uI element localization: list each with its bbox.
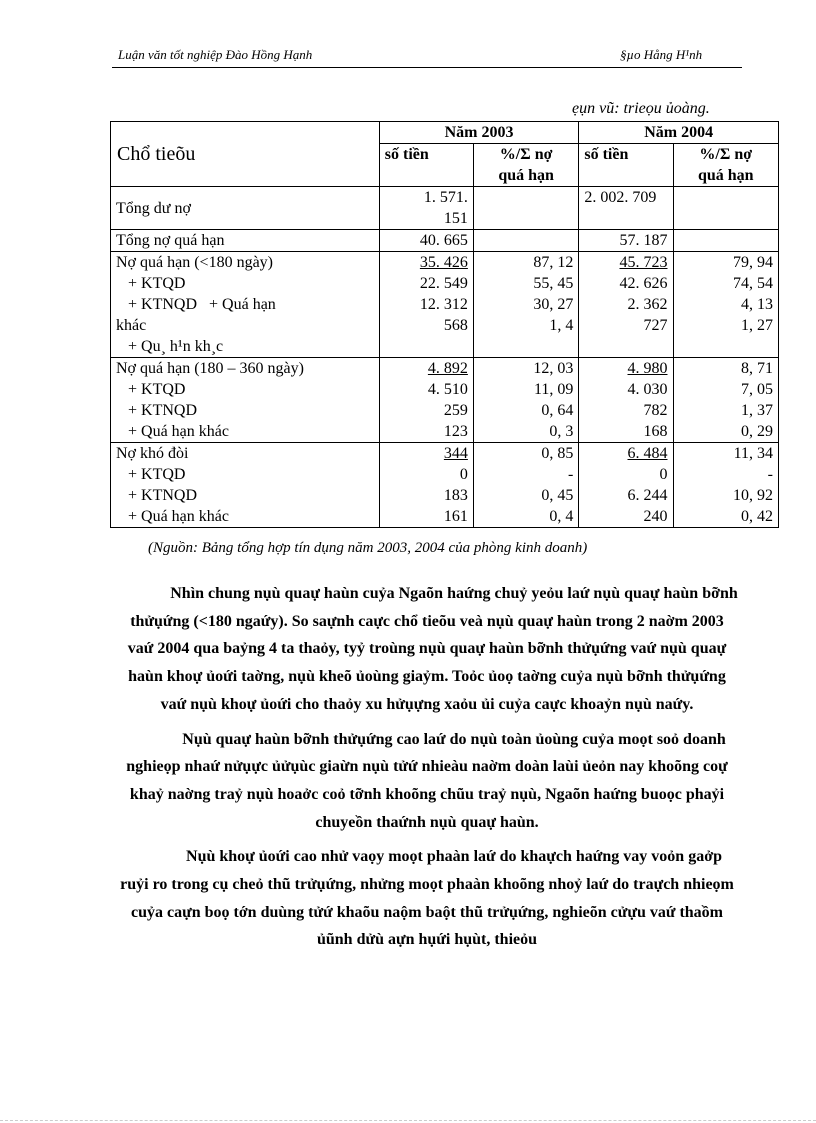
row-labels: Nợ quá hạn (180 – 360 ngày) + KTQD + KTNQD + Quá hạn khác (111, 358, 380, 443)
cell-ratios-2004: 11, 34 - 10, 92 0, 42 (673, 443, 779, 528)
cell-amount-2003: 40. 665 (379, 230, 473, 252)
table-header-row-years (111, 122, 779, 144)
header-year-2003: Năm 2003 (379, 122, 579, 144)
cell-amount-2003: 1. 571. 151 (379, 187, 473, 230)
cell-ratios-2004: 8, 71 7, 05 1, 37 0, 29 (673, 358, 779, 443)
header-ratio-2004: %/Σ nợ quá hạn (673, 144, 779, 187)
header-rule (112, 67, 742, 68)
header-ratio-2003: %/Σ nợ quá hạn (473, 144, 578, 187)
cell-ratios-2003: 12, 03 11, 09 0, 64 0, 3 (473, 358, 578, 443)
cell-amounts-2004: 45. 723 42. 626 2. 362 727 (579, 252, 673, 358)
cell-empty (673, 187, 779, 230)
cell-empty (673, 230, 779, 252)
paragraph-2: Nụù quaự haùn bỡnh thửụứng cao laứ do nụù toàn ủoùng cuỷa moọt soỏ doanh nghieọp nhaứ nửụực ủửụùc giaừn nụù tửứ nhieàu naờm doàn laùi ủeỏn nay khoõng coự khaỷ naờng traỷ nụù hoaởc coỏ tỡnh khoõng chũu traỷ nụù, Ngaõn haứng buoọc phaỷi chuyeồn thaứnh nụù quaự haùn. (126, 730, 728, 831)
paragraph-1: Nhìn chung nụù quaự haùn cuỷa Ngaõn haứng chuỷ yeỏu laứ nụù quaự haùn bỡnh thửụứng (<180 ngaứy). So saựnh caực chổ tieõu veà nụù quaự haùn trong 2 naờm 2003 vaứ 2004 qua baỷng 4 ta thaỏy, tyỷ troùng nụù quaự haùn bỡnh thửụứng vaứ nụù quaự haùn khoự ủoứi taờng, nụù kheõ ủoùng giaỷm. Toỏc ủoọ taờng cuỷa nụù bỡnh thửụứng vaứ nụù khoự ủoứi cho thaỏy xu hửụựng xaỏu ủi cuỷa caực khoaỷn nụù naứy. (127, 585, 738, 713)
table-row-group-bad-debt (111, 443, 779, 528)
cell-amounts-2003: 344 0 183 161 (379, 443, 473, 528)
page-bottom-rule (0, 1120, 816, 1121)
cell-amounts-2003: 4. 892 4. 510 259 123 (379, 358, 473, 443)
cell-amount-2004: 57. 187 (579, 230, 673, 252)
row-label: Tổng dư nợ (111, 187, 380, 230)
header-name-garbled: §µo Hång H¹nh (620, 47, 703, 62)
table-row-group-under-180 (111, 252, 779, 358)
row-labels: Nợ quá hạn (<180 ngày) + KTQD + KTNQD + Quá hạn khác + Qu¸ h¹n kh¸c (111, 252, 380, 358)
cell-ratios-2003: 0, 85 - 0, 45 0, 4 (473, 443, 578, 528)
row-label: Tổng nợ quá hạn (111, 230, 380, 252)
header-amount-2004: số tiền (579, 144, 673, 187)
header-amount-2003: số tiền (379, 144, 473, 187)
cell-ratios-2004: 79, 94 74, 54 4, 13 1, 27 (673, 252, 779, 358)
row-labels: Nợ khó đòi + KTQD + KTNQD + Quá hạn khác (111, 443, 380, 528)
header-year-2004: Năm 2004 (579, 122, 779, 144)
header-criteria: Chổ tieõu (111, 122, 380, 187)
table-unit-note: ẹụn vũ: trieọu ủoàng. (572, 100, 710, 117)
cell-amounts-2004: 4. 980 4. 030 782 168 (579, 358, 673, 443)
paragraph-3: Nụù khoự ủoứi cao nhử vaọy moọt phaàn laứ do khaựch haứng vay voỏn gaởp ruỷi ro trong cụ cheỏ thũ trửụứng, nhửng moọt phaàn khoõng nhoỷ laứ do traựch nhieọm cuỷa caựn boọ tớn duùng tửứ khaõu naộm baột thũ trửụứng, nghieõn cửựu vaứ thaồm ủũnh dửù aựn hụứi hụùt, thieỏu (120, 848, 734, 949)
body-text (116, 580, 738, 961)
table-row-total-debt (111, 187, 779, 230)
cell-amounts-2004: 6. 484 0 6. 244 240 (579, 443, 673, 528)
table-row-total-overdue (111, 230, 779, 252)
cell-amount-2004: 2. 002. 709 (579, 187, 673, 230)
cell-empty (473, 187, 578, 230)
header-author: Luận văn tốt nghiệp Đào Hồng Hạnh (118, 47, 313, 62)
table-source-note: (Nguồn: Bảng tổng hợp tín dụng năm 2003, 2004 của phòng kinh doanh) (148, 540, 588, 556)
table-row-group-180-360 (111, 358, 779, 443)
cell-ratios-2003: 87, 12 55, 45 30, 27 1, 4 (473, 252, 578, 358)
cell-amounts-2003: 35. 426 22. 549 12. 312 568 (379, 252, 473, 358)
debt-table (110, 121, 779, 528)
cell-empty (473, 230, 578, 252)
